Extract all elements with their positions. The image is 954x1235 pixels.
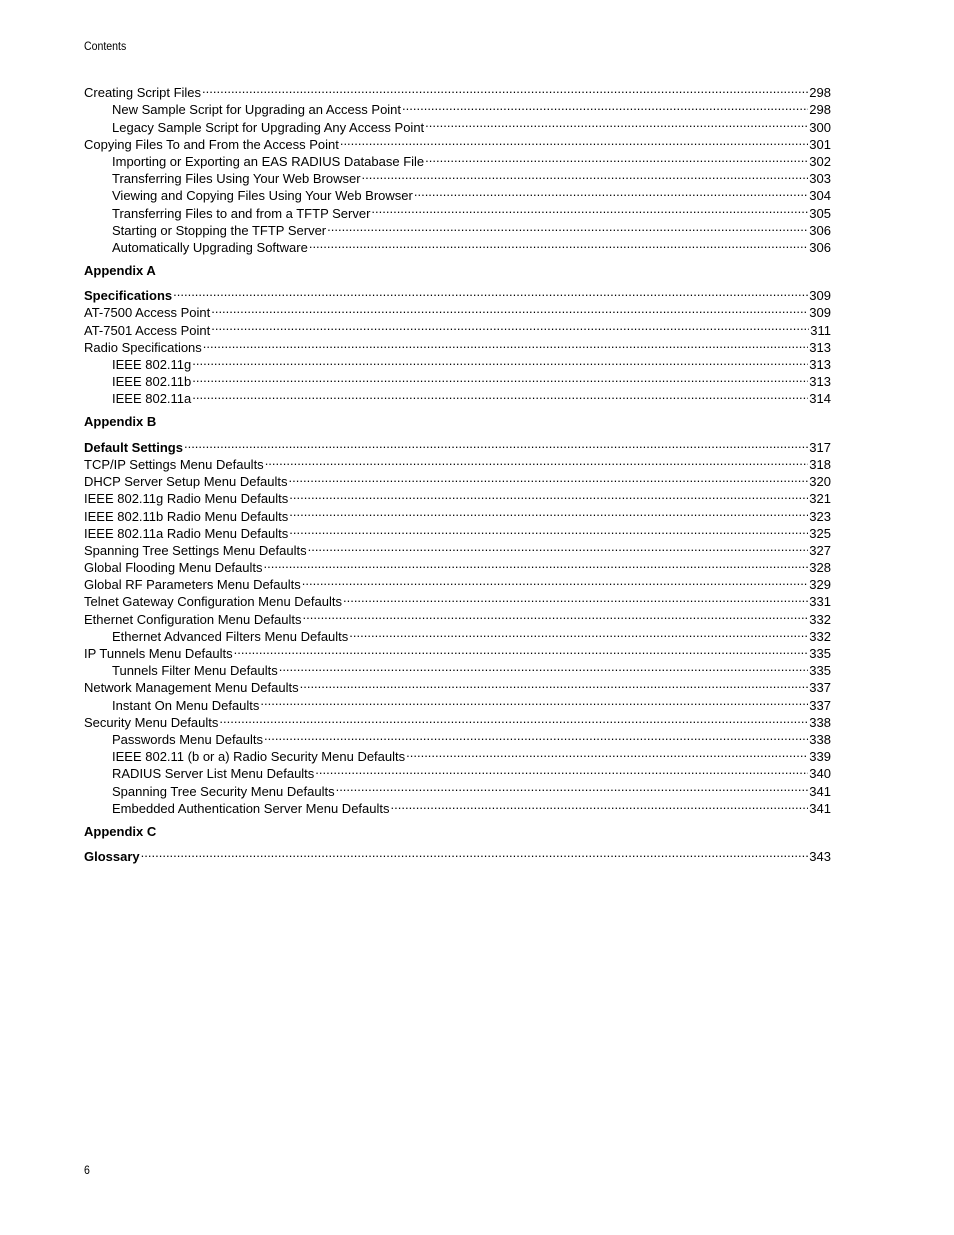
dot-leader xyxy=(289,486,808,503)
toc-entry-page: 303 xyxy=(809,171,831,187)
toc-entry-page: 298 xyxy=(809,85,831,101)
dot-leader xyxy=(343,589,808,606)
toc-entry-page: 311 xyxy=(810,322,831,338)
toc-entry-page: 309 xyxy=(809,288,831,304)
toc-entry-title: Legacy Sample Script for Upgrading Any Access Point xyxy=(112,119,425,135)
toc-entry-page: 321 xyxy=(809,491,831,507)
dot-leader xyxy=(425,114,808,131)
dot-leader xyxy=(289,503,808,520)
toc-entry[interactable] xyxy=(84,300,831,321)
dot-leader xyxy=(219,710,808,727)
toc-entry-title: Creating Script Files xyxy=(84,85,202,101)
toc-entry-page: 313 xyxy=(809,374,831,390)
toc-entry-page: 306 xyxy=(809,222,831,238)
dot-leader xyxy=(336,778,809,795)
toc-entry-title: Passwords Menu Defaults xyxy=(112,731,264,747)
toc-entry[interactable] xyxy=(84,80,831,101)
toc-entry-page: 329 xyxy=(809,577,831,593)
toc-entry-page: 337 xyxy=(809,697,831,713)
dot-leader xyxy=(211,317,809,334)
toc-entry[interactable] xyxy=(84,452,831,472)
toc-entry-page: 306 xyxy=(809,239,831,255)
dot-leader xyxy=(279,658,809,675)
dot-leader xyxy=(192,369,808,386)
toc-entry-title: Ethernet Configuration Menu Defaults xyxy=(84,611,302,627)
toc-entry-page: 325 xyxy=(809,525,831,541)
appendix-heading: Appendix B xyxy=(84,414,157,430)
dot-leader xyxy=(406,744,808,761)
toc-entry-page: 302 xyxy=(809,153,831,169)
toc-entry-title: Security Menu Defaults xyxy=(84,714,219,730)
toc-entry-title: DHCP Server Setup Menu Defaults xyxy=(84,474,288,490)
dot-leader xyxy=(264,727,808,744)
toc-entry-page: 323 xyxy=(809,508,831,524)
table-of-contents xyxy=(84,80,831,865)
toc-entry-page: 343 xyxy=(809,849,831,865)
toc-entry-title: New Sample Script for Upgrading an Access Point xyxy=(112,102,402,118)
dot-leader xyxy=(260,692,808,709)
dot-leader xyxy=(203,335,809,352)
toc-entry-page: 298 xyxy=(809,102,831,118)
toc-entry-page: 314 xyxy=(809,391,831,407)
toc-entry-title: IEEE 802.11a Radio Menu Defaults xyxy=(84,525,289,541)
toc-entry-page: 337 xyxy=(809,680,831,696)
toc-entry-page: 309 xyxy=(809,305,831,321)
dot-leader xyxy=(173,283,808,300)
toc-entry-page: 331 xyxy=(809,594,831,610)
toc-entry[interactable] xyxy=(84,386,831,407)
dot-leader xyxy=(303,606,809,623)
toc-entry[interactable] xyxy=(84,283,831,304)
toc-entry-page: 335 xyxy=(809,646,831,661)
dot-leader xyxy=(302,572,809,589)
dot-leader xyxy=(300,675,809,692)
toc-entry-title: Automatically Upgrading Software xyxy=(112,239,308,255)
toc-entry-page: 332 xyxy=(809,628,831,644)
toc-entry-page: 320 xyxy=(809,474,831,490)
toc-entry-title: AT-7501 Access Point xyxy=(84,322,211,338)
dot-leader xyxy=(211,300,808,317)
toc-entry-page: 327 xyxy=(809,542,831,558)
toc-entry-title: Importing or Exporting an EAS RADIUS Database File xyxy=(112,153,425,169)
dot-leader xyxy=(327,218,808,235)
toc-entry-page: 305 xyxy=(809,205,831,221)
dot-leader xyxy=(265,452,809,469)
toc-entry-title: IP Tunnels Menu Defaults xyxy=(84,646,233,661)
toc-entry[interactable] xyxy=(84,844,831,865)
appendix-heading: Appendix C xyxy=(84,823,157,839)
toc-entry-title: RADIUS Server List Menu Defaults xyxy=(112,766,315,782)
toc-entry-title: Tunnels Filter Menu Defaults xyxy=(112,663,278,679)
toc-entry-title: Telnet Gateway Configuration Menu Defaults xyxy=(84,594,342,610)
appendix-heading: Appendix A xyxy=(84,262,156,278)
toc-entry-page: 341 xyxy=(809,800,831,816)
toc-entry-page: 339 xyxy=(809,749,831,765)
toc-entry-page: 300 xyxy=(809,119,831,135)
toc-entry-title: IEEE 802.11g Radio Menu Defaults xyxy=(84,491,289,507)
toc-entry-page: 318 xyxy=(809,456,831,472)
dot-leader xyxy=(308,538,809,555)
toc-entry-title: Default Settings xyxy=(84,439,183,455)
toc-entry-title: IEEE 802.11a xyxy=(112,391,192,407)
dot-leader xyxy=(315,761,808,778)
toc-entry-title: IEEE 802.11g xyxy=(112,357,192,372)
dot-leader xyxy=(349,624,808,641)
toc-entry-title: Spanning Tree Settings Menu Defaults xyxy=(84,542,307,558)
toc-entry-page: 332 xyxy=(809,611,831,627)
toc-entry-page: 338 xyxy=(809,714,831,730)
toc-entry-title: IEEE 802.11b Radio Menu Defaults xyxy=(84,508,289,524)
dot-leader xyxy=(402,97,808,114)
dot-leader xyxy=(362,166,809,183)
toc-entry-page: 313 xyxy=(809,339,831,355)
toc-entry-title: TCP/IP Settings Menu Defaults xyxy=(84,456,264,472)
toc-entry-page: 328 xyxy=(809,560,831,576)
dot-leader xyxy=(141,844,809,861)
dot-leader xyxy=(414,183,808,200)
toc-entry-title: Transferring Files to and from a TFTP Server xyxy=(112,205,371,221)
toc-entry-title: Instant On Menu Defaults xyxy=(112,697,260,713)
toc-entry-page: 313 xyxy=(809,357,831,372)
dot-leader xyxy=(289,521,808,538)
toc-entry-title: Embedded Authentication Server Menu Defaults xyxy=(112,800,390,816)
toc-entry-title: Global RF Parameters Menu Defaults xyxy=(84,577,301,593)
toc-entry[interactable] xyxy=(84,352,831,372)
toc-entry-page: 335 xyxy=(809,663,831,679)
dot-leader xyxy=(391,796,809,813)
toc-entry-title: Ethernet Advanced Filters Menu Defaults xyxy=(112,628,349,644)
dot-leader xyxy=(289,469,809,486)
toc-entry[interactable] xyxy=(84,369,831,390)
toc-entry-page: 338 xyxy=(809,731,831,747)
toc-entry-title: Radio Specifications xyxy=(84,339,202,355)
toc-entry-title: Transferring Files Using Your Web Browser xyxy=(112,171,361,187)
toc-entry-page: 301 xyxy=(809,136,831,152)
dot-leader xyxy=(192,386,808,403)
dot-leader xyxy=(309,235,808,252)
dot-leader xyxy=(234,641,809,658)
dot-leader xyxy=(425,149,808,166)
toc-entry[interactable] xyxy=(84,435,831,455)
dot-leader xyxy=(371,200,808,217)
toc-entry-title: Viewing and Copying Files Using Your Web Browser xyxy=(112,188,413,204)
toc-entry-title: Global Flooding Menu Defaults xyxy=(84,560,263,576)
toc-entry-title: Spanning Tree Security Menu Defaults xyxy=(112,783,335,799)
toc-entry-title: Specifications xyxy=(84,288,173,304)
dot-leader xyxy=(184,435,808,452)
toc-entry-title: Glossary xyxy=(84,849,140,865)
running-header: Contents xyxy=(84,39,127,53)
toc-entry-page: 317 xyxy=(809,439,831,455)
toc-entry-title: Copying Files To and From the Access Point xyxy=(84,136,339,152)
dot-leader xyxy=(202,80,808,97)
toc-entry-title: Network Management Menu Defaults xyxy=(84,680,299,696)
toc-entry-title: Starting or Stopping the TFTP Server xyxy=(112,222,327,238)
toc-entry-page: 304 xyxy=(809,188,831,204)
toc-entry-title: IEEE 802.11 (b or a) Radio Security Menu Defaults xyxy=(112,749,406,765)
dot-leader xyxy=(264,555,809,572)
dot-leader xyxy=(192,352,808,369)
toc-entry-title: IEEE 802.11b xyxy=(112,374,192,390)
toc-entry-title: AT-7500 Access Point xyxy=(84,305,211,321)
toc-entry-page: 340 xyxy=(809,766,831,782)
toc-entry-page: 341 xyxy=(809,783,831,799)
dot-leader xyxy=(340,132,808,149)
page-number: 6 xyxy=(84,1163,90,1177)
